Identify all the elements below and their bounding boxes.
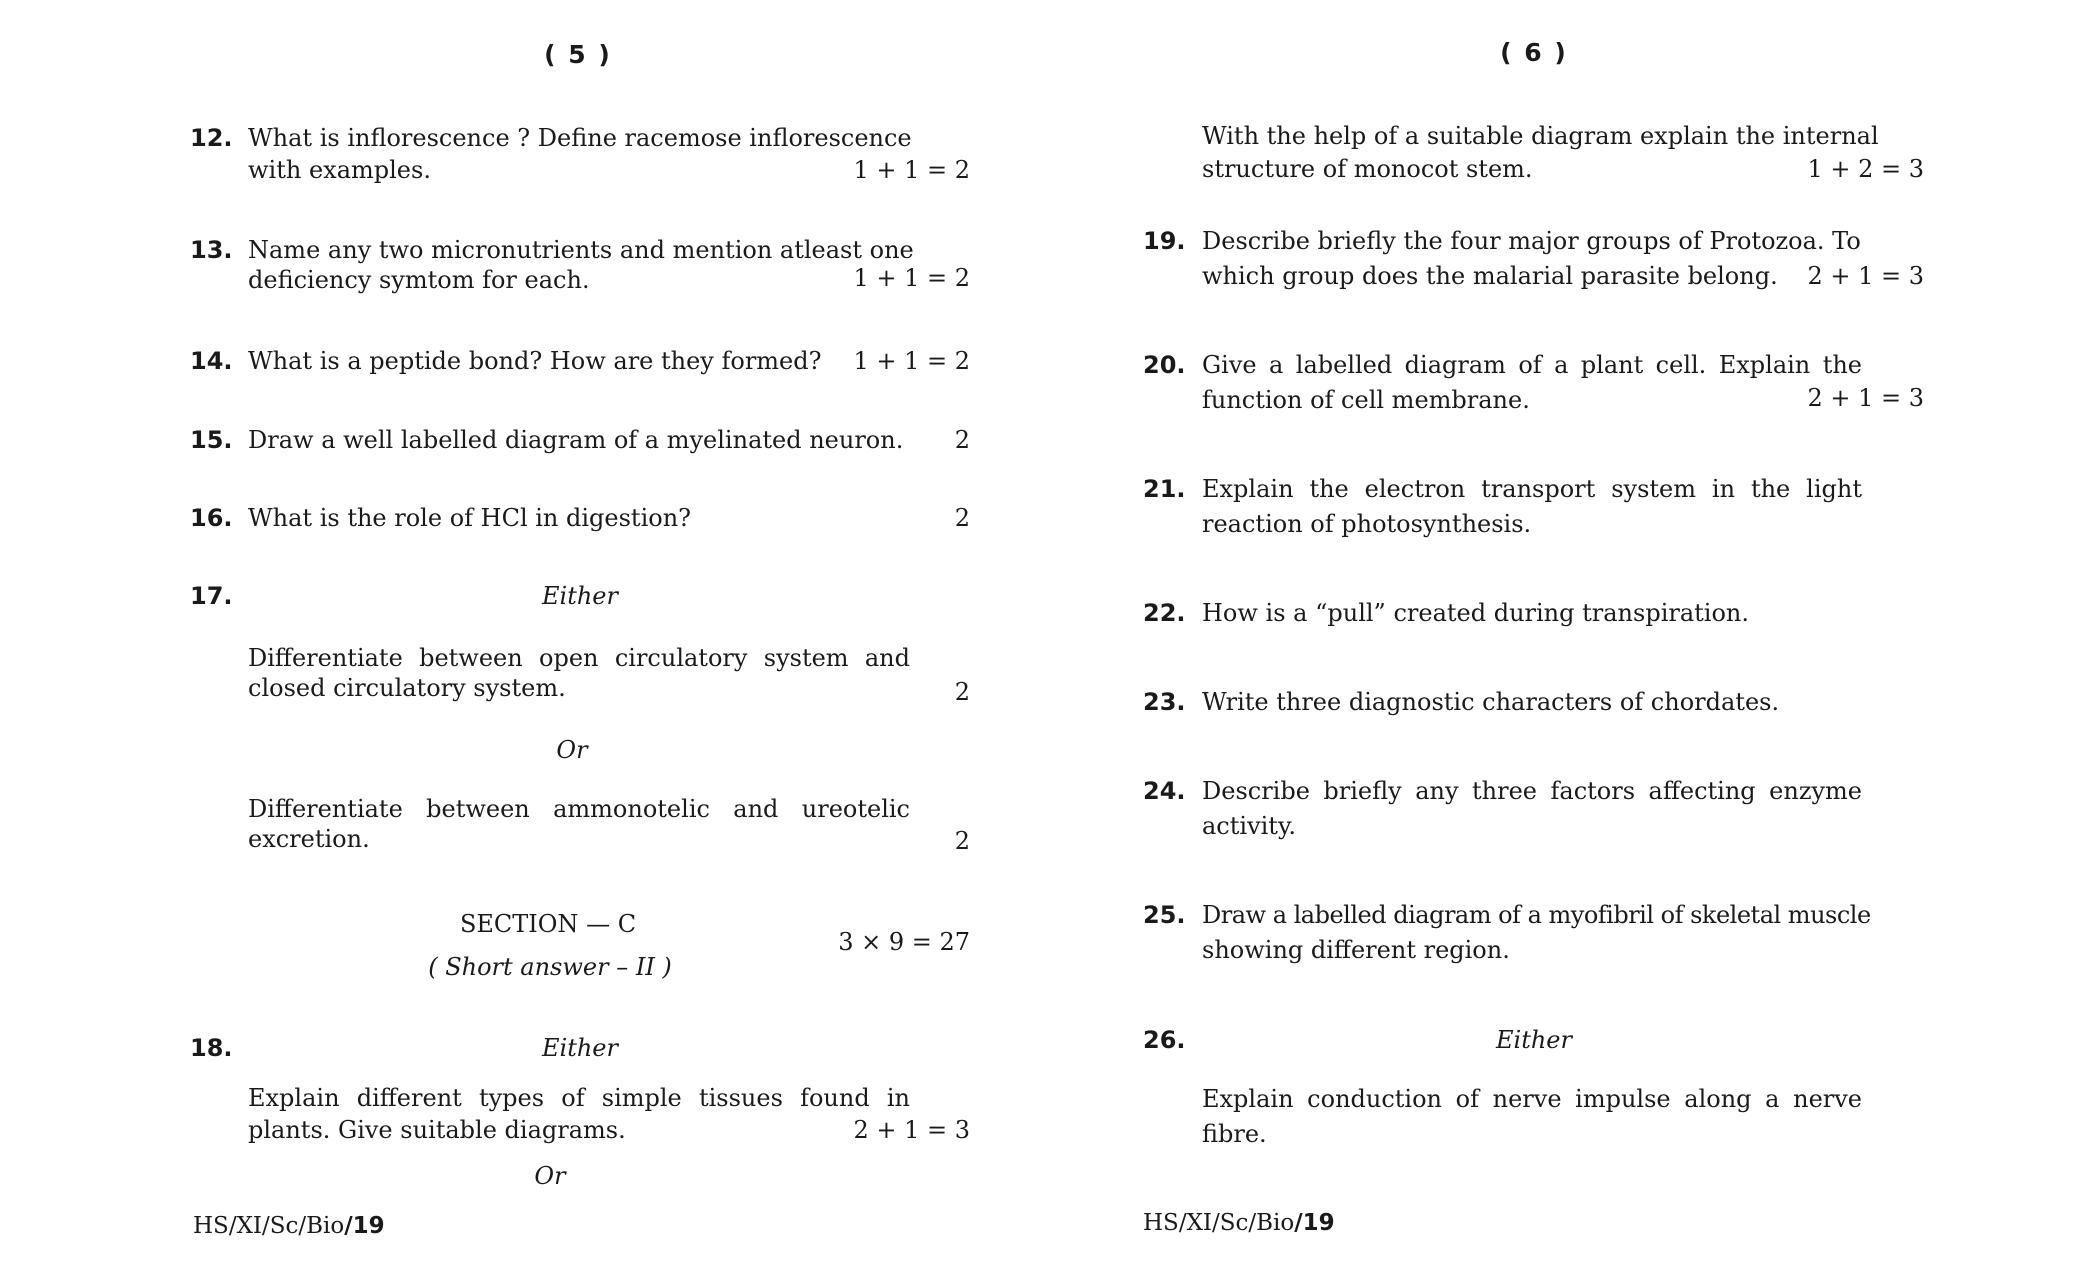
question-text: Explain different types of simple tissues found in — [248, 1084, 910, 1112]
section-marks: 3 × 9 = 27 — [838, 928, 970, 956]
question-text: function of cell membrane. — [1202, 386, 1530, 414]
question-number: 19. — [1143, 227, 1186, 255]
question-marks: 2 — [954, 426, 970, 454]
question-text: Give a labelled diagram of a plant cell. Explain the — [1202, 351, 1862, 379]
question-number: 23. — [1143, 688, 1186, 716]
question-number: 17. — [190, 582, 233, 610]
paper-code: HS/XI/Sc/Bio — [1143, 1210, 1295, 1236]
question-text: Name any two micronutrients and mention atleast one — [248, 236, 914, 264]
or-label: Or — [534, 1162, 566, 1190]
question-text: with examples. — [248, 156, 431, 184]
paper-year: /19 — [1294, 1210, 1335, 1236]
question-text: closed circulatory system. — [248, 674, 566, 702]
page-number: ( 5 ) — [544, 40, 612, 69]
question-text: plants. Give suitable diagrams. — [248, 1116, 626, 1144]
question-text: deficiency symtom for each. — [248, 266, 590, 294]
question-text: which group does the malarial parasite belong. — [1202, 262, 1778, 290]
question-marks: 2 — [954, 504, 970, 532]
question-text: structure of monocot stem. — [1202, 155, 1533, 183]
section-title: SECTION — C — [459, 910, 637, 938]
question-text: fibre. — [1202, 1120, 1267, 1148]
section-subtitle: ( Short answer – II ) — [428, 953, 672, 981]
either-label: Either — [542, 1034, 618, 1062]
question-marks: 1 + 1 = 2 — [853, 347, 970, 375]
question-marks: 1 + 1 = 2 — [853, 156, 970, 184]
question-text: Differentiate between ammonotelic and ureotelic — [248, 795, 910, 823]
either-label: Either — [542, 582, 618, 610]
question-marks: 2 + 1 = 3 — [1807, 384, 1924, 412]
question-number: 18. — [190, 1034, 233, 1062]
question-text: Describe briefly any three factors affecting enzyme — [1202, 777, 1862, 805]
question-marks: 1 + 1 = 2 — [853, 264, 970, 292]
question-number: 15. — [190, 426, 233, 454]
question-text: Write three diagnostic characters of chordates. — [1202, 688, 1780, 716]
page-footer — [1143, 1210, 1335, 1236]
question-text: excretion. — [248, 825, 370, 853]
question-text: Differentiate between open circulatory system and — [248, 644, 910, 672]
question-number: 24. — [1143, 777, 1186, 805]
paper-code: HS/XI/Sc/Bio — [193, 1213, 345, 1239]
question-marks: 2 — [954, 827, 970, 855]
question-marks: 1 + 2 = 3 — [1807, 155, 1924, 183]
question-text: Explain the electron transport system in the light — [1202, 475, 1862, 503]
question-number: 25. — [1143, 901, 1186, 929]
question-text: Draw a labelled diagram of a myofibril of skeletal muscle — [1202, 901, 1871, 929]
question-text: Explain conduction of nerve impulse along a nerve — [1202, 1085, 1862, 1113]
question-text: What is the role of HCl in digestion? — [248, 504, 692, 532]
question-number: 13. — [190, 236, 233, 264]
question-text: Draw a well labelled diagram of a myelinated neuron. — [248, 426, 904, 454]
question-marks: 2 — [954, 678, 970, 706]
question-number: 12. — [190, 124, 233, 152]
question-marks: 2 + 1 = 3 — [1807, 262, 1924, 290]
either-label: Either — [1496, 1026, 1572, 1054]
paper-year: /19 — [344, 1213, 385, 1239]
question-number: 22. — [1143, 599, 1186, 627]
question-number: 20. — [1143, 351, 1186, 379]
question-text: How is a “pull” created during transpiration. — [1202, 599, 1750, 627]
or-label: Or — [556, 736, 588, 764]
question-text: What is inflorescence ? Define racemose inflorescence — [248, 124, 912, 152]
question-number: 26. — [1143, 1026, 1186, 1054]
question-text: reaction of photosynthesis. — [1202, 510, 1532, 538]
question-number: 16. — [190, 504, 233, 532]
question-number: 14. — [190, 347, 233, 375]
question-text: activity. — [1202, 812, 1296, 840]
page-footer — [193, 1213, 385, 1239]
question-text: Describe briefly the four major groups of Protozoa. To — [1202, 227, 1861, 255]
question-text: What is a peptide bond? How are they formed? — [248, 347, 822, 375]
page-number: ( 6 ) — [1500, 38, 1568, 67]
question-text: With the help of a suitable diagram explain the internal — [1202, 122, 1879, 150]
question-text: showing different region. — [1202, 936, 1510, 964]
question-number: 21. — [1143, 475, 1186, 503]
question-marks: 2 + 1 = 3 — [853, 1116, 970, 1144]
